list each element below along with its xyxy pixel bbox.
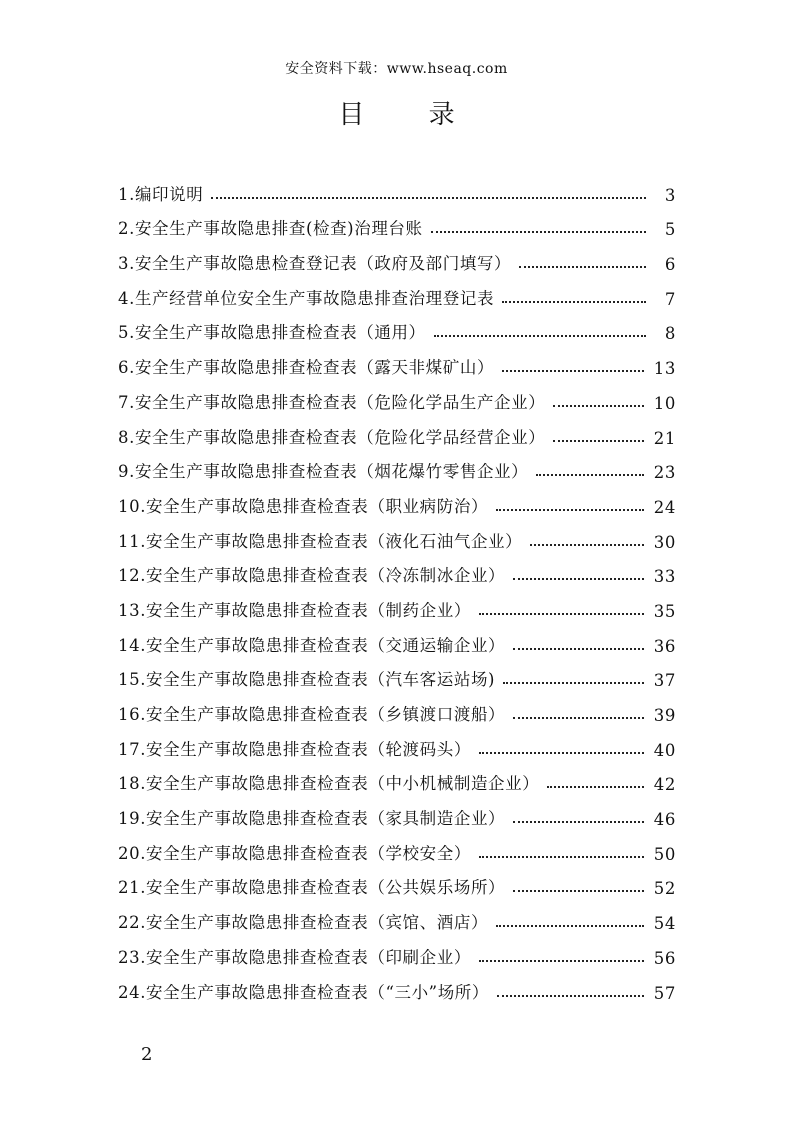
toc-entry-page: 23 bbox=[653, 463, 676, 483]
toc-entry-label: 9.安全生产事故隐患排查检查表（烟花爆竹零售企业） bbox=[118, 462, 529, 482]
dot-leader bbox=[513, 716, 644, 719]
toc-entry[interactable] bbox=[118, 725, 676, 760]
toc-entry-page: 13 bbox=[653, 359, 676, 379]
toc-entry-label: 23.安全生产事故隐患排查检查表（印刷企业） bbox=[118, 947, 471, 967]
dot-leader bbox=[547, 785, 643, 788]
dot-leader bbox=[479, 855, 644, 858]
toc-entry-label: 1.编印说明 bbox=[118, 184, 204, 204]
toc-entry-page: 50 bbox=[653, 844, 676, 864]
toc-entry[interactable] bbox=[118, 552, 676, 587]
toc-entry[interactable] bbox=[118, 170, 676, 205]
dot-leader bbox=[211, 196, 646, 199]
dot-leader bbox=[536, 473, 644, 476]
toc-entry-page: 46 bbox=[653, 810, 676, 830]
dot-leader bbox=[479, 751, 644, 754]
toc-entry-page: 37 bbox=[653, 671, 676, 691]
toc-entry[interactable] bbox=[118, 205, 676, 240]
toc-entry-page: 7 bbox=[664, 289, 676, 309]
toc-entry-page: 8 bbox=[664, 324, 676, 344]
toc-entry-page: 57 bbox=[653, 983, 676, 1003]
toc-entry-label: 22.安全生产事故隐患排查检查表（宾馆、酒店） bbox=[118, 913, 489, 933]
dot-leader bbox=[434, 334, 646, 337]
toc-entry[interactable] bbox=[118, 343, 676, 378]
dot-leader bbox=[502, 300, 646, 303]
toc-entry-label: 14.安全生产事故隐患排查检查表（交通运输企业） bbox=[118, 635, 506, 655]
dot-leader bbox=[530, 543, 644, 546]
toc-entry[interactable] bbox=[118, 621, 676, 656]
toc-entry-label: 11.安全生产事故隐患排查检查表（液化石油气企业） bbox=[118, 531, 523, 551]
toc-entry-label: 10.安全生产事故隐患排查检查表（职业病防治） bbox=[118, 496, 489, 516]
toc-entry[interactable] bbox=[118, 517, 676, 552]
toc-entry-page: 30 bbox=[653, 532, 676, 552]
toc-entry-page: 52 bbox=[653, 879, 676, 899]
page-number: 2 bbox=[141, 1044, 153, 1065]
toc-entry-label: 5.安全生产事故隐患排查检查表（通用） bbox=[118, 323, 426, 343]
dot-leader bbox=[553, 439, 643, 442]
toc-entry-label: 3.安全生产事故隐患检查登记表（政府及部门填写） bbox=[118, 254, 512, 274]
toc-entry[interactable] bbox=[118, 413, 676, 448]
dot-leader bbox=[479, 959, 644, 962]
toc-entry[interactable] bbox=[118, 829, 676, 864]
toc-entry[interactable] bbox=[118, 448, 676, 483]
dot-leader bbox=[502, 369, 644, 372]
toc-entry-label: 17.安全生产事故隐患排查检查表（轮渡码头） bbox=[118, 739, 471, 759]
toc-entry-page: 35 bbox=[653, 601, 676, 621]
toc-entry-page: 33 bbox=[653, 567, 676, 587]
toc-entry-page: 5 bbox=[664, 220, 676, 240]
dot-leader bbox=[513, 647, 644, 650]
toc-entry[interactable] bbox=[118, 690, 676, 725]
dot-leader bbox=[553, 404, 643, 407]
toc-entry-page: 36 bbox=[653, 636, 676, 656]
toc-entry-label: 20.安全生产事故隐患排查检查表（学校安全） bbox=[118, 843, 471, 863]
toc-entry-label: 15.安全生产事故隐患排查检查表（汽车客运站场) bbox=[118, 670, 496, 690]
toc-entry[interactable] bbox=[118, 656, 676, 691]
toc-entry-label: 16.安全生产事故隐患排查检查表（乡镇渡口渡船） bbox=[118, 705, 506, 724]
toc-entry[interactable] bbox=[118, 794, 676, 829]
toc-entry[interactable] bbox=[118, 898, 676, 933]
toc-entry-label: 7.安全生产事故隐患排查检查表（危险化学品生产企业） bbox=[118, 392, 546, 412]
table-of-contents bbox=[118, 170, 676, 1003]
dot-leader bbox=[513, 889, 644, 892]
toc-entry[interactable] bbox=[118, 586, 676, 621]
toc-entry-label: 18.安全生产事故隐患排查检查表（中小机械制造企业） bbox=[118, 774, 540, 794]
toc-entry-label: 19.安全生产事故隐患排查检查表（家具制造企业） bbox=[118, 809, 506, 829]
toc-entry[interactable] bbox=[118, 933, 676, 968]
toc-entry-page: 42 bbox=[653, 775, 676, 795]
toc-entry-page: 54 bbox=[653, 914, 676, 934]
toc-entry[interactable] bbox=[118, 968, 676, 1003]
toc-entry-label: 12.安全生产事故隐患排查检查表（冷冻制冰企业） bbox=[118, 566, 506, 586]
toc-entry-label: 8.安全生产事故隐患排查检查表（危险化学品经营企业） bbox=[118, 427, 546, 447]
toc-entry[interactable] bbox=[118, 482, 676, 517]
toc-entry-page: 21 bbox=[653, 428, 676, 448]
toc-entry-page: 56 bbox=[653, 948, 676, 968]
toc-entry[interactable] bbox=[118, 378, 676, 413]
toc-entry-label: 4.生产经营单位安全生产事故隐患排查治理登记表 bbox=[118, 288, 495, 308]
toc-entry[interactable] bbox=[118, 239, 676, 274]
toc-entry-page: 39 bbox=[653, 706, 676, 725]
toc-entry-page: 10 bbox=[653, 393, 676, 413]
toc-entry-page: 40 bbox=[653, 740, 676, 760]
dot-leader bbox=[496, 508, 644, 511]
toc-entry[interactable] bbox=[118, 864, 676, 899]
toc-entry-label: 24.安全生产事故隐患排查检查表（“三小”场所） bbox=[118, 982, 490, 1002]
dot-leader bbox=[497, 994, 644, 997]
toc-entry-page: 6 bbox=[664, 255, 676, 275]
toc-entry[interactable] bbox=[118, 309, 676, 344]
toc-entry-label: 6.安全生产事故隐患排查检查表（露天非煤矿山） bbox=[118, 358, 495, 378]
toc-entry-page: 24 bbox=[653, 497, 676, 517]
dot-leader bbox=[503, 681, 644, 684]
page-header: 安全资料下载：www.hseaq.com bbox=[285, 61, 508, 77]
page-title: 目 录 bbox=[338, 100, 483, 130]
toc-entry[interactable] bbox=[118, 760, 676, 795]
toc-entry-page: 3 bbox=[664, 185, 676, 205]
toc-entry-label: 13.安全生产事故隐患排查检查表（制药企业） bbox=[118, 600, 471, 620]
dot-leader bbox=[496, 924, 644, 927]
dot-leader bbox=[513, 820, 644, 823]
dot-leader bbox=[513, 577, 644, 580]
toc-entry-label: 2.安全生产事故隐患排查(检查)治理台账 bbox=[118, 219, 423, 239]
toc-entry[interactable] bbox=[118, 274, 676, 309]
dot-leader bbox=[519, 265, 646, 268]
dot-leader bbox=[431, 230, 646, 233]
dot-leader bbox=[479, 612, 644, 615]
toc-entry-label: 21.安全生产事故隐患排查检查表（公共娱乐场所） bbox=[118, 878, 506, 898]
